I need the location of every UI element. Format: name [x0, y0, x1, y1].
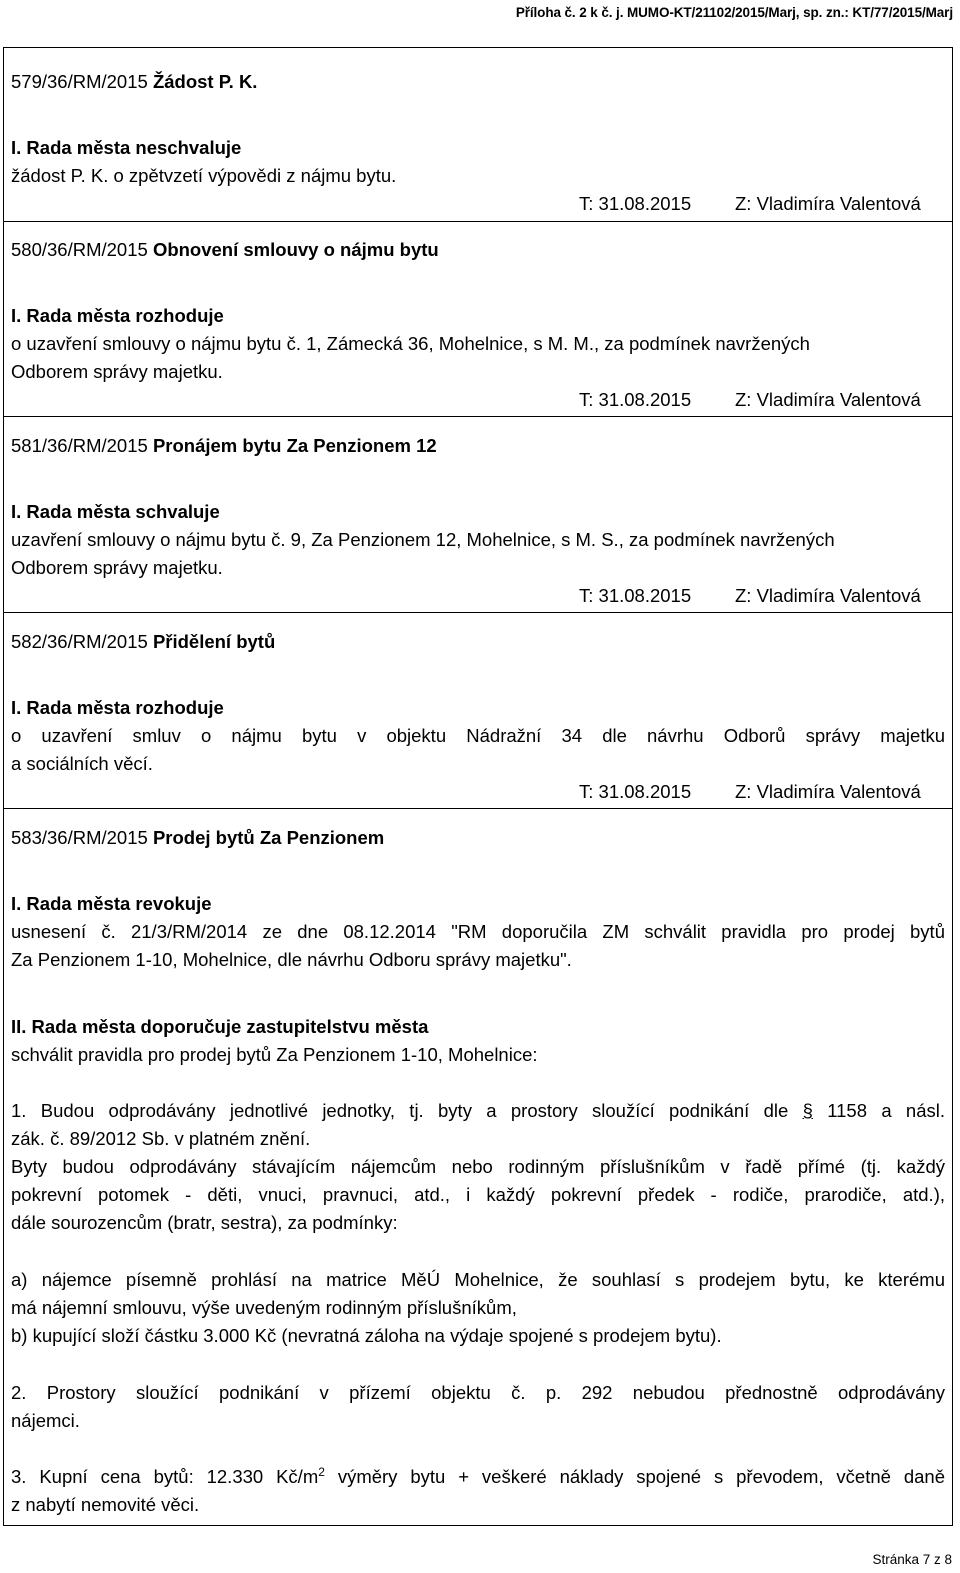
decision-label: I. Rada města rozhoduje: [11, 305, 224, 326]
divider: [4, 612, 952, 613]
resolution-title: Žádost P. K.: [152, 71, 258, 92]
resolution-number: 581/36/RM/2015: [11, 435, 148, 456]
rule-3-line: z nabytí nemovité věci.: [11, 1494, 200, 1515]
rule-1-line: zák. č. 89/2012 Sb. v platném znění.: [11, 1128, 311, 1149]
decision-text: Za Penzionem 1-10, Mohelnice, dle návrhu Odboru správy majetku".: [11, 949, 572, 970]
deadline-date: T: 31.08.2015: [579, 193, 692, 214]
page-number: Stránka 7 z 8: [872, 1552, 952, 1567]
condition-a-line: má nájemní smlouvu, výše uvedeným rodinným příslušníkům,: [11, 1297, 517, 1318]
decision-text: o uzavření smluv o nájmu bytu v objektu Nádražní 34 dle návrhu Odborů správy majetku: [11, 725, 945, 746]
resolution-title: Pronájem bytu Za Penzionem 12: [152, 435, 437, 456]
responsible-person: Z: Vladimíra Valentová: [735, 389, 921, 410]
decision-label: [11, 1018, 428, 1037]
decision-text: Odborem správy majetku.: [11, 361, 223, 382]
decision-label: I. Rada města revokuje: [11, 893, 212, 914]
divider: [4, 221, 952, 222]
rule-text: 1. Budou odprodávány jednotlivé jednotky, tj. byty a prostory sloužící podnikání dle: [11, 1100, 803, 1121]
deadline-date: T: 31.08.2015: [579, 389, 692, 410]
responsible-person: Z: Vladimíra Valentová: [735, 193, 921, 214]
decision-text: o uzavření smlouvy o nájmu bytu č. 1, Zámecká 36, Mohelnice, s M. M., za podmínek navržených: [11, 333, 810, 354]
rule-1-line: pokrevní potomek - děti, vnuci, pravnuci, atd., i každý pokrevní předek - rodiče, prarodiče, atd.),: [11, 1184, 945, 1205]
decision-text: Odborem správy majetku.: [11, 557, 223, 578]
resolution-number: 579/36/RM/2015: [11, 71, 148, 92]
resolution-582-heading: [11, 633, 275, 652]
rule-2-line: nájemci.: [11, 1410, 80, 1431]
resolution-580-heading: [11, 241, 439, 260]
decision-label-text: Rada města doporučuje zastupitelstvu města: [26, 1016, 429, 1037]
deadline-date: T: 31.08.2015: [579, 781, 692, 802]
resolution-title: Přidělení bytů: [152, 631, 276, 652]
rule-text: 3. Kupní cena bytů: 12.330 Kč/m: [11, 1466, 319, 1487]
decision-text: uzavření smlouvy o nájmu bytu č. 9, Za Penzionem 12, Mohelnice, s M. S., za podmínek navržených: [11, 529, 835, 550]
divider: [4, 808, 952, 809]
rule-1-line: Byty budou odprodávány stávajícím nájemcům nebo rodinným příslušníkům v řadě přímé (tj. každý: [11, 1156, 945, 1177]
deadline-date: T: 31.08.2015: [579, 585, 692, 606]
responsible-person: Z: Vladimíra Valentová: [735, 585, 921, 606]
resolution-581-heading: [11, 437, 437, 456]
resolution-title: Obnovení smlouvy o nájmu bytu: [152, 239, 439, 260]
rule-text: 1158 a násl.: [812, 1100, 946, 1121]
section-sign: §: [802, 1100, 813, 1121]
resolution-number: 583/36/RM/2015: [11, 827, 148, 848]
rule-1-line: dále sourozencům (bratr, sestra), za podmínky:: [11, 1212, 398, 1233]
rule-3-line: [11, 1464, 945, 1487]
decision-label: I. Rada města schvaluje: [11, 501, 220, 522]
resolution-title: Prodej bytů Za Penzionem: [152, 827, 385, 848]
decision-label: I. Rada města neschvaluje: [11, 137, 242, 158]
resolution-number: 580/36/RM/2015: [11, 239, 148, 260]
rule-1-line: [11, 1102, 945, 1121]
rule-text: výměry bytu + veškeré náklady spojené s převodem, včetně daně: [324, 1466, 945, 1487]
decision-number: II.: [11, 1016, 27, 1037]
condition-b-line: b) kupující složí částku 3.000 Kč (nevratná záloha na výdaje spojené s prodejem bytu).: [11, 1325, 722, 1346]
resolution-579-heading: [11, 73, 257, 92]
divider: [4, 416, 952, 417]
superscript: 2: [318, 1464, 325, 1479]
rule-2-line: 2. Prostory sloužící podnikání v přízemí objektu č. p. 292 nebudou přednostně odprodávány: [11, 1382, 945, 1403]
resolution-583-heading: [11, 829, 384, 848]
resolution-number: 582/36/RM/2015: [11, 631, 148, 652]
annex-header: Příloha č. 2 k č. j. MUMO-KT/21102/2015/Marj, sp. zn.: KT/77/2015/Marj: [515, 5, 953, 20]
decision-text: žádost P. K. o zpětvzetí výpovědi z nájmu bytu.: [11, 165, 397, 186]
decision-text: a sociálních věcí.: [11, 753, 153, 774]
decision-label: I. Rada města rozhoduje: [11, 697, 224, 718]
condition-a-line: a) nájemce písemně prohlásí na matrice MěÚ Mohelnice, že souhlasí s prodejem bytu, ke kterému: [11, 1269, 945, 1290]
decision-text: usnesení č. 21/3/RM/2014 ze dne 08.12.2014 "RM doporučila ZM schválit pravidla pro prodej bytů: [11, 921, 945, 942]
decision-text: schválit pravidla pro prodej bytů Za Penzionem 1-10, Mohelnice:: [11, 1044, 538, 1065]
responsible-person: Z: Vladimíra Valentová: [735, 781, 921, 802]
